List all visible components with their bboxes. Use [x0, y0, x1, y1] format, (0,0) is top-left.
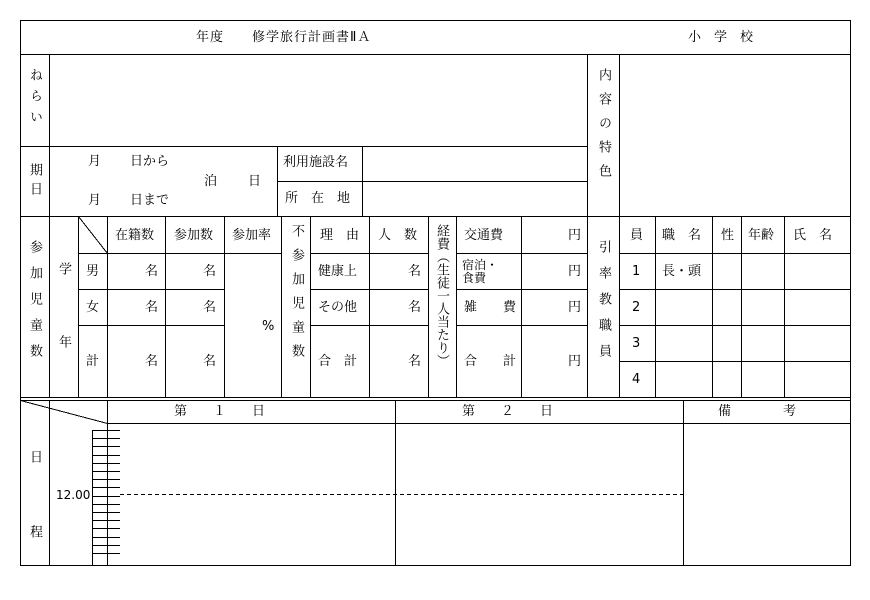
schedule-label: 日程	[27, 450, 42, 600]
period-days: 日	[248, 174, 262, 189]
col-enrolled: 在籍数	[115, 228, 155, 243]
col-name: 氏 名	[793, 228, 833, 243]
grade-label: 学年	[56, 262, 71, 408]
absent-label: 不参加児童数	[289, 224, 304, 368]
col-reason: 理 由	[320, 228, 360, 243]
col-joined: 参加数	[174, 228, 214, 243]
noon-label: 12.00	[56, 488, 91, 502]
expense-misc: 雑 費	[464, 300, 517, 315]
staff-label: 引率教職員	[596, 240, 611, 370]
absent-reason-health: 健康上	[318, 264, 358, 279]
col-age: 年齢	[748, 228, 775, 243]
period-label: 期日	[27, 163, 42, 201]
row-total-joined: 名	[203, 354, 217, 369]
row-male-enrolled: 名	[145, 264, 159, 279]
expense-total-unit: 円	[568, 354, 582, 369]
row-female-label: 女	[86, 300, 100, 315]
period-nights: 泊	[204, 174, 218, 189]
col-position: 職 名	[662, 228, 702, 243]
expense-transport-unit: 円	[568, 228, 582, 243]
expense-transport: 交通費	[464, 228, 504, 243]
col-gender: 性	[721, 228, 735, 243]
expense-total: 合 計	[464, 354, 517, 369]
col-count: 人 数	[378, 228, 418, 243]
row-male-label: 男	[86, 264, 100, 279]
expense-lodging: 宿泊・ 食費	[462, 258, 499, 285]
time-ruler	[92, 430, 120, 565]
absent-unit-total: 名	[408, 354, 422, 369]
participants-label: 参加児童数	[27, 240, 42, 370]
expense-misc-unit: 円	[568, 300, 582, 315]
facility-location-label: 所 在 地	[285, 191, 351, 206]
rate-unit: %	[262, 319, 275, 334]
row-female-enrolled: 名	[145, 300, 159, 315]
aim-label: ねらい	[27, 68, 42, 131]
expense-lodging-unit: 円	[568, 264, 582, 279]
period-from-day: 日から	[130, 154, 170, 169]
col-rate: 参加率	[232, 228, 272, 243]
row-male-joined: 名	[203, 264, 217, 279]
staff-no-1: 1	[632, 264, 641, 279]
period-from-month: 月	[88, 154, 102, 169]
absent-reason-other: その他	[318, 300, 358, 315]
expenses-label: 経費（生徒一人当たり）	[434, 224, 449, 367]
school-label: 小 学 校	[688, 30, 754, 45]
period-to-day: 日まで	[130, 193, 170, 208]
staff-no-2: 2	[632, 300, 641, 315]
row-total-enrolled: 名	[145, 354, 159, 369]
absent-reason-total: 合 計	[318, 354, 358, 369]
staff-no-4: 4	[632, 372, 641, 387]
content-features-label: 内容の特色	[596, 68, 611, 188]
absent-unit-other: 名	[408, 300, 422, 315]
period-to-month: 月	[88, 193, 102, 208]
form-title: 年度 修学旅行計画書ⅡＡ	[196, 30, 372, 45]
schedule-day2: 第 ２ 日	[462, 404, 554, 419]
row-total-label: 計	[86, 354, 100, 369]
schedule-notes: 備 考	[718, 404, 797, 419]
staff-position-1: 長・頭	[662, 264, 702, 279]
absent-unit-health: 名	[408, 264, 422, 279]
staff-no-3: 3	[632, 336, 641, 351]
facility-name-label: 利用施設名	[283, 155, 349, 170]
row-female-joined: 名	[203, 300, 217, 315]
schedule-day1: 第 １ 日	[174, 404, 266, 419]
col-member: 員	[630, 228, 644, 243]
